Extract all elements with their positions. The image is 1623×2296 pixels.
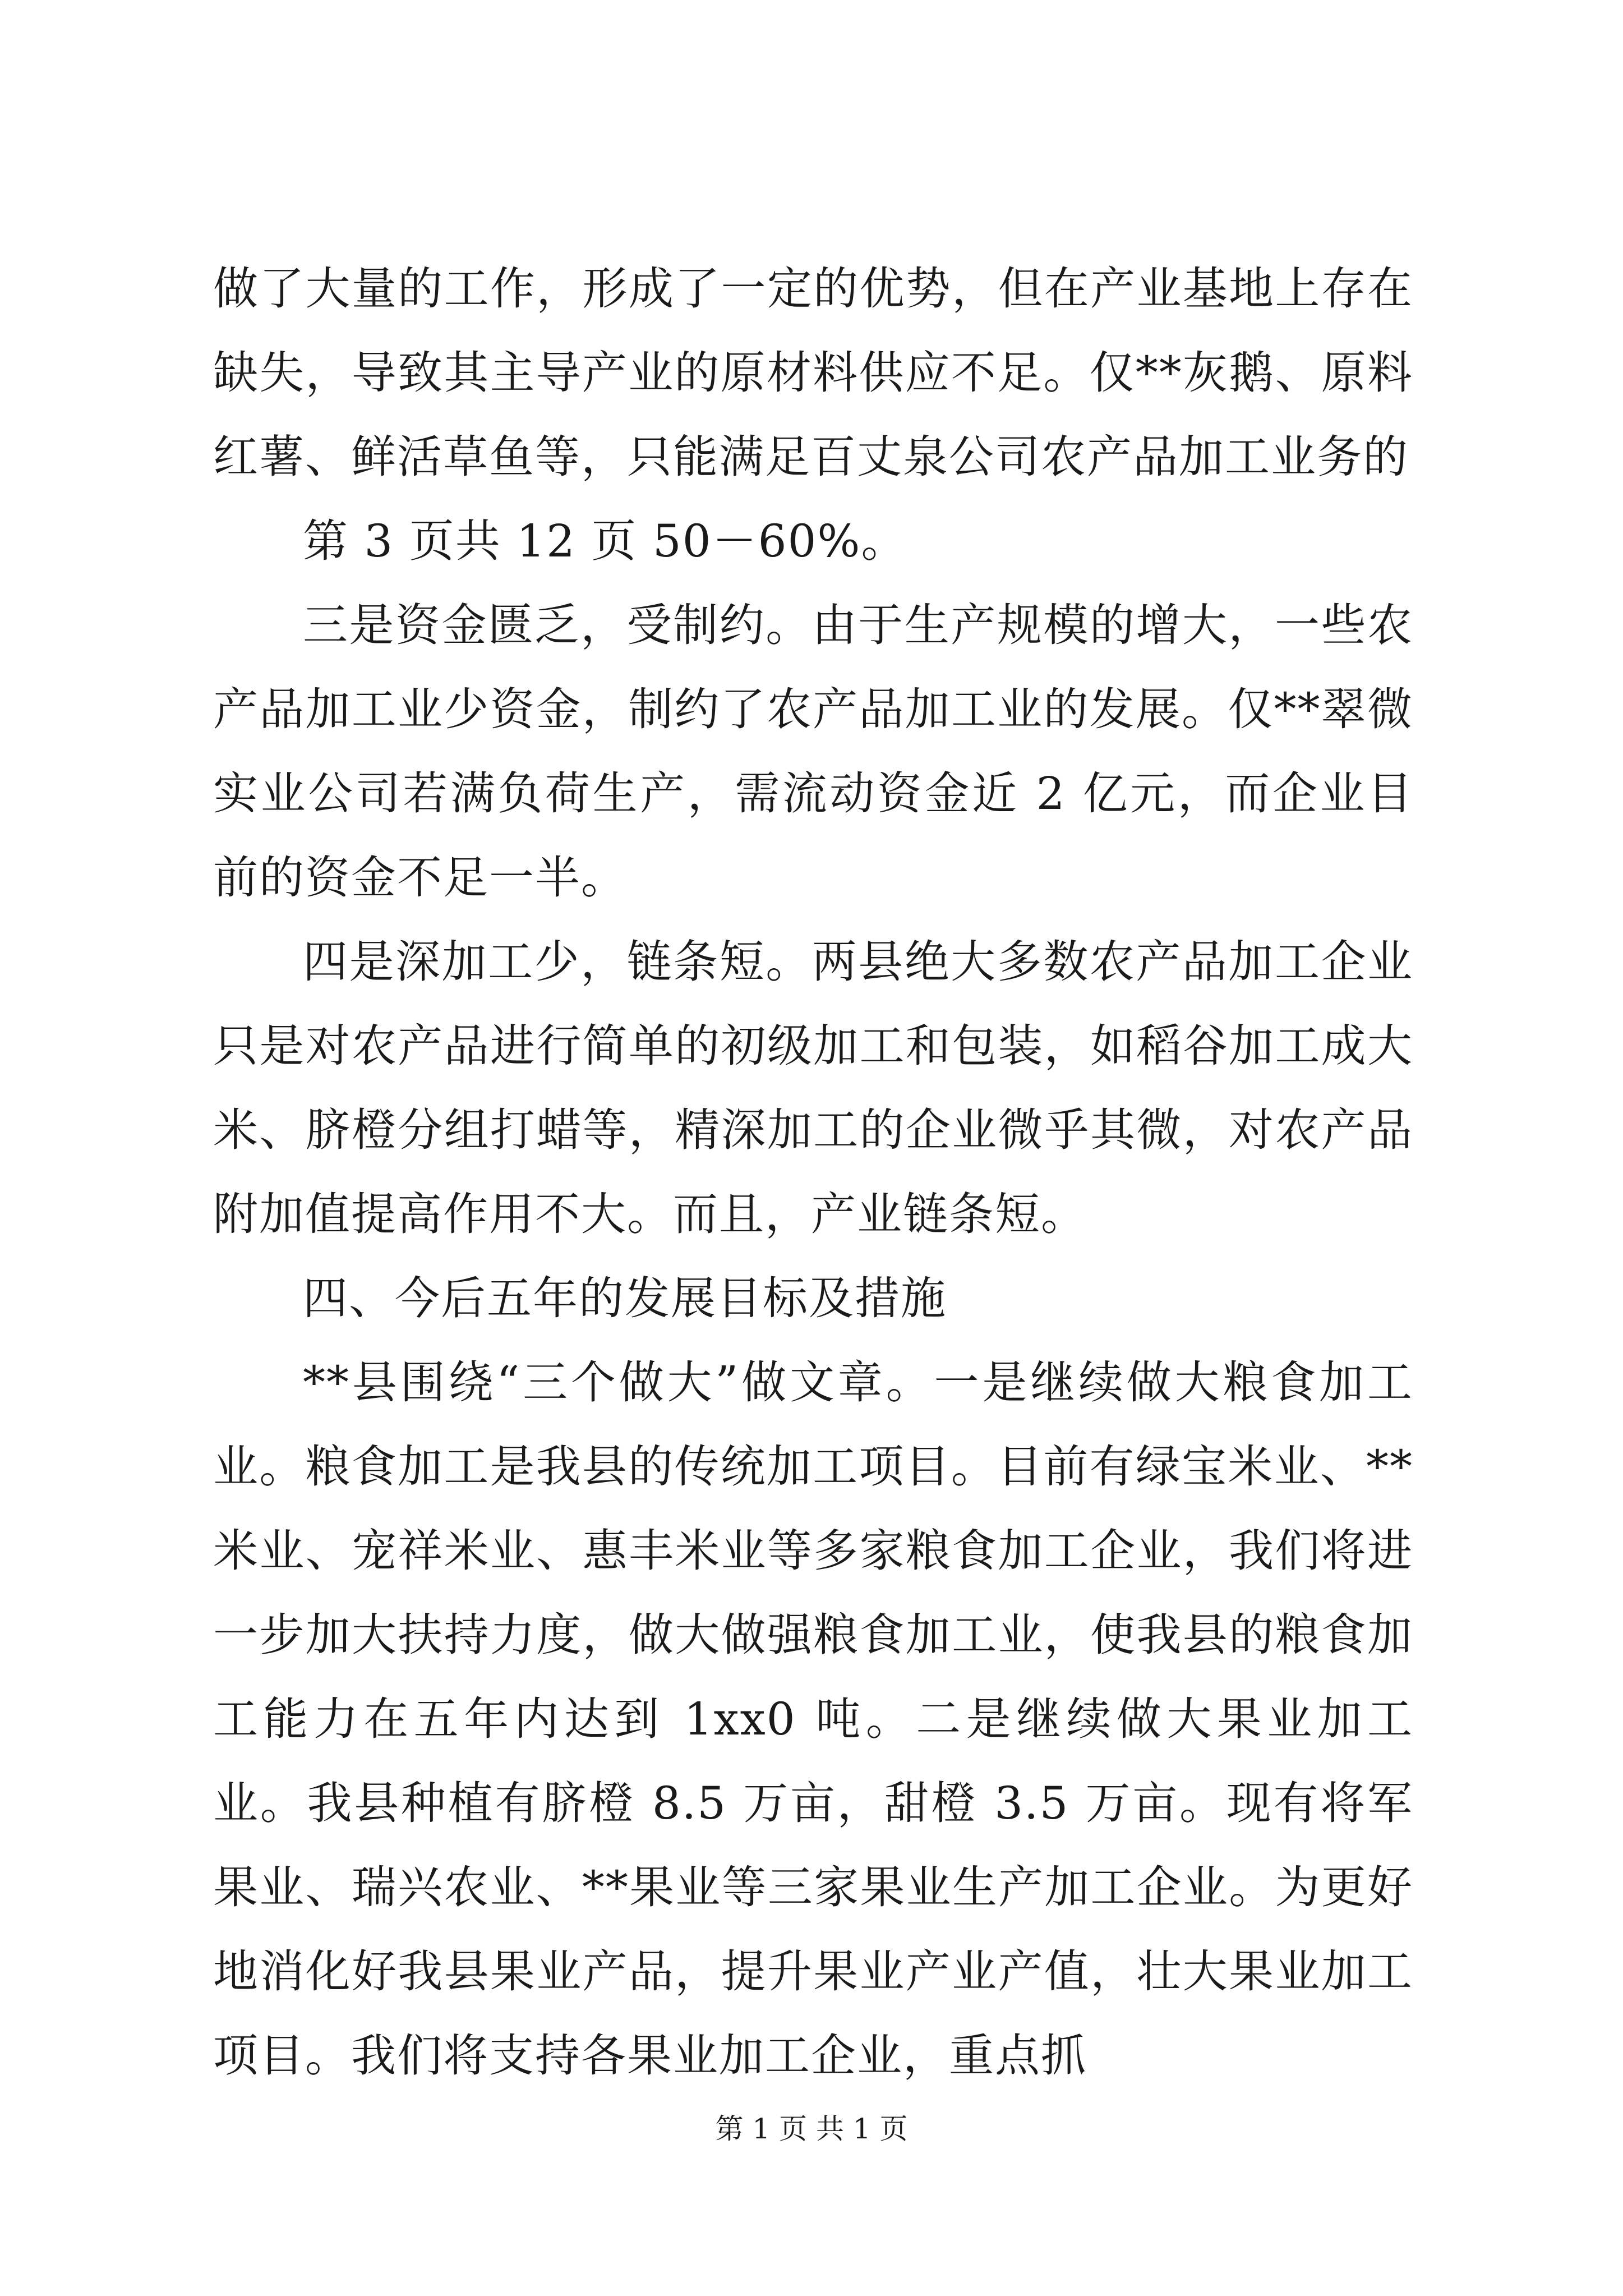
paragraph-county-plan: **县围绕“三个做大”做文章。一是继续做大粮食加工业。粮食加工是我县的传统加工项目。目前有绿宝米业、**米业、宠祥米业、惠丰米业等多家粮食加工企业，我们将进一步加大扶持力度，做大做强粮食加工业，使我县的粮食加工能力在五年内达到 1xx0 吨。二是继续做大果业加工业。我县种植有脐橙 8.5 万亩，甜橙 3.5 万亩。现有将军果业、瑞兴农业、**果业等三家果业生产加工企业。为更好地消化好我县果业产品，提升果业产业产值，壮大果业加工项目。我们将支持各果业加工企业，重点抓 (213, 1356, 1413, 2082)
page-footer: 第 1 页 共 1 页 (715, 2113, 908, 2145)
paragraph-continuation: 做了大量的工作，形成了一定的优势，但在产业基地上存在缺失，导致其主导产业的原材料供应不足。仅**灰鹅、原料红薯、鲜活草鱼等，只能满足百丈泉公司农产品加工业务的 (213, 263, 1413, 483)
section-heading-goals: 四、今后五年的发展目标及措施 (303, 1272, 947, 1324)
paragraph-deep-processing: 四是深加工少，链条短。两县绝大多数农产品加工企业只是对农产品进行简单的初级加工和包装，如稻谷加工成大米、脐橙分组打蜡等，精深加工的企业微乎其微，对农产品附加值提高作用不大。而且，产业链条短。 (213, 936, 1413, 1240)
paragraph-page-reference: 第 3 页共 12 页 50－60%。 (303, 515, 907, 567)
paragraph-funding-shortage: 三是资金匮乏，受制约。由于生产规模的增大，一些农产品加工业少资金，制约了农产品加工业的发展。仅**翠微实业公司若满负荷生产，需流动资金近 2 亿元，而企业目前的资金不足一半。 (213, 599, 1413, 904)
document-body (213, 247, 1413, 2098)
